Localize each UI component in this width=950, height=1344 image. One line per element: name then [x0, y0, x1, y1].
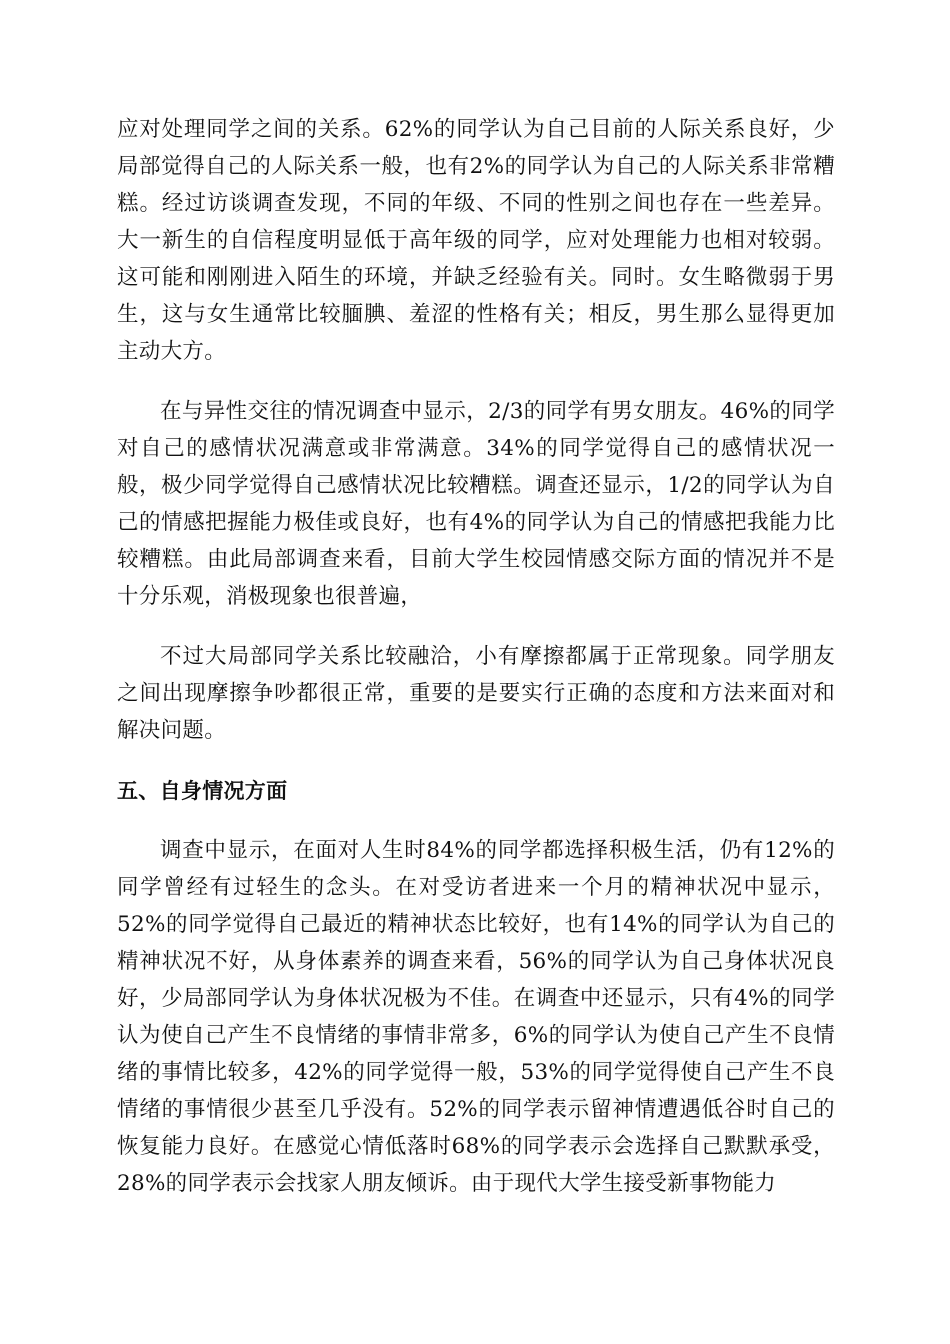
- paragraph-self-condition: 调查中显示，在面对人生时84%的同学都选择积极生活，仍有12%的同学曾经有过轻生的念头。在对受访者进来一个月的精神状况中显示，52%的同学觉得自己最近的精神状态比较好，也有14%的同学认为自己的精神状况不好，从身体素养的调查来看，56%的同学认为自己身体状况良好，少局部同学认为身体状况极为不佳。在调查中还显示，只有4%的同学认为使自己产生不良情绪的事情非常多，6%的同学认为使自己产生不良情绪的事情比较多，42%的同学觉得一般，53%的同学觉得使自己产生不良情绪的事情很少甚至几乎没有。52%的同学表示留神情遭遇低谷时自己的恢复能力良好。在感觉心情低落时68%的同学表示会选择自己默默承受，28%的同学表示会找家人朋友倾诉。由于现代大学生接受新事物能力: [117, 838, 835, 1196]
- document-body: [117, 111, 835, 1202]
- paragraph-classmate-friction: 不过大局部同学关系比较融洽，小有摩擦都属于正常现象。同学朋友之间出现摩擦争吵都很正常，重要的是要实行正确的态度和方法来面对和解决问题。: [117, 644, 835, 743]
- section-heading-self-condition: 五、自身情况方面: [117, 779, 288, 803]
- paragraph-romantic-relations: 在与异性交往的情况调查中显示，2/3的同学有男女朋友。46%的同学对自己的感情状况满意或非常满意。34%的同学觉得自己的感情状况一般，极少同学觉得自己感情状况比较糟糕。调查还显示，1/2的同学认为自己的情感把握能力极佳或良好，也有4%的同学认为自己的情感把我能力比较糟糕。由此局部调查来看，目前大学生校园情感交际方面的情况并不是十分乐观，消极现象也很普遍，: [117, 399, 835, 609]
- paragraph-interpersonal-relations: 应对处理同学之间的关系。62%的同学认为自己目前的人际关系良好，少局部觉得自己的人际关系一般，也有2%的同学认为自己的人际关系非常糟糕。经过访谈调查发现，不同的年级、不同的性别之间也存在一些差异。大一新生的自信程度明显低于高年级的同学，应对处理能力也相对较弱。这可能和刚刚进入陌生的环境，并缺乏经验有关。同时。女生略微弱于男生，这与女生通常比较腼腆、羞涩的性格有关；相反，男生那么显得更加主动大方。: [117, 117, 835, 364]
